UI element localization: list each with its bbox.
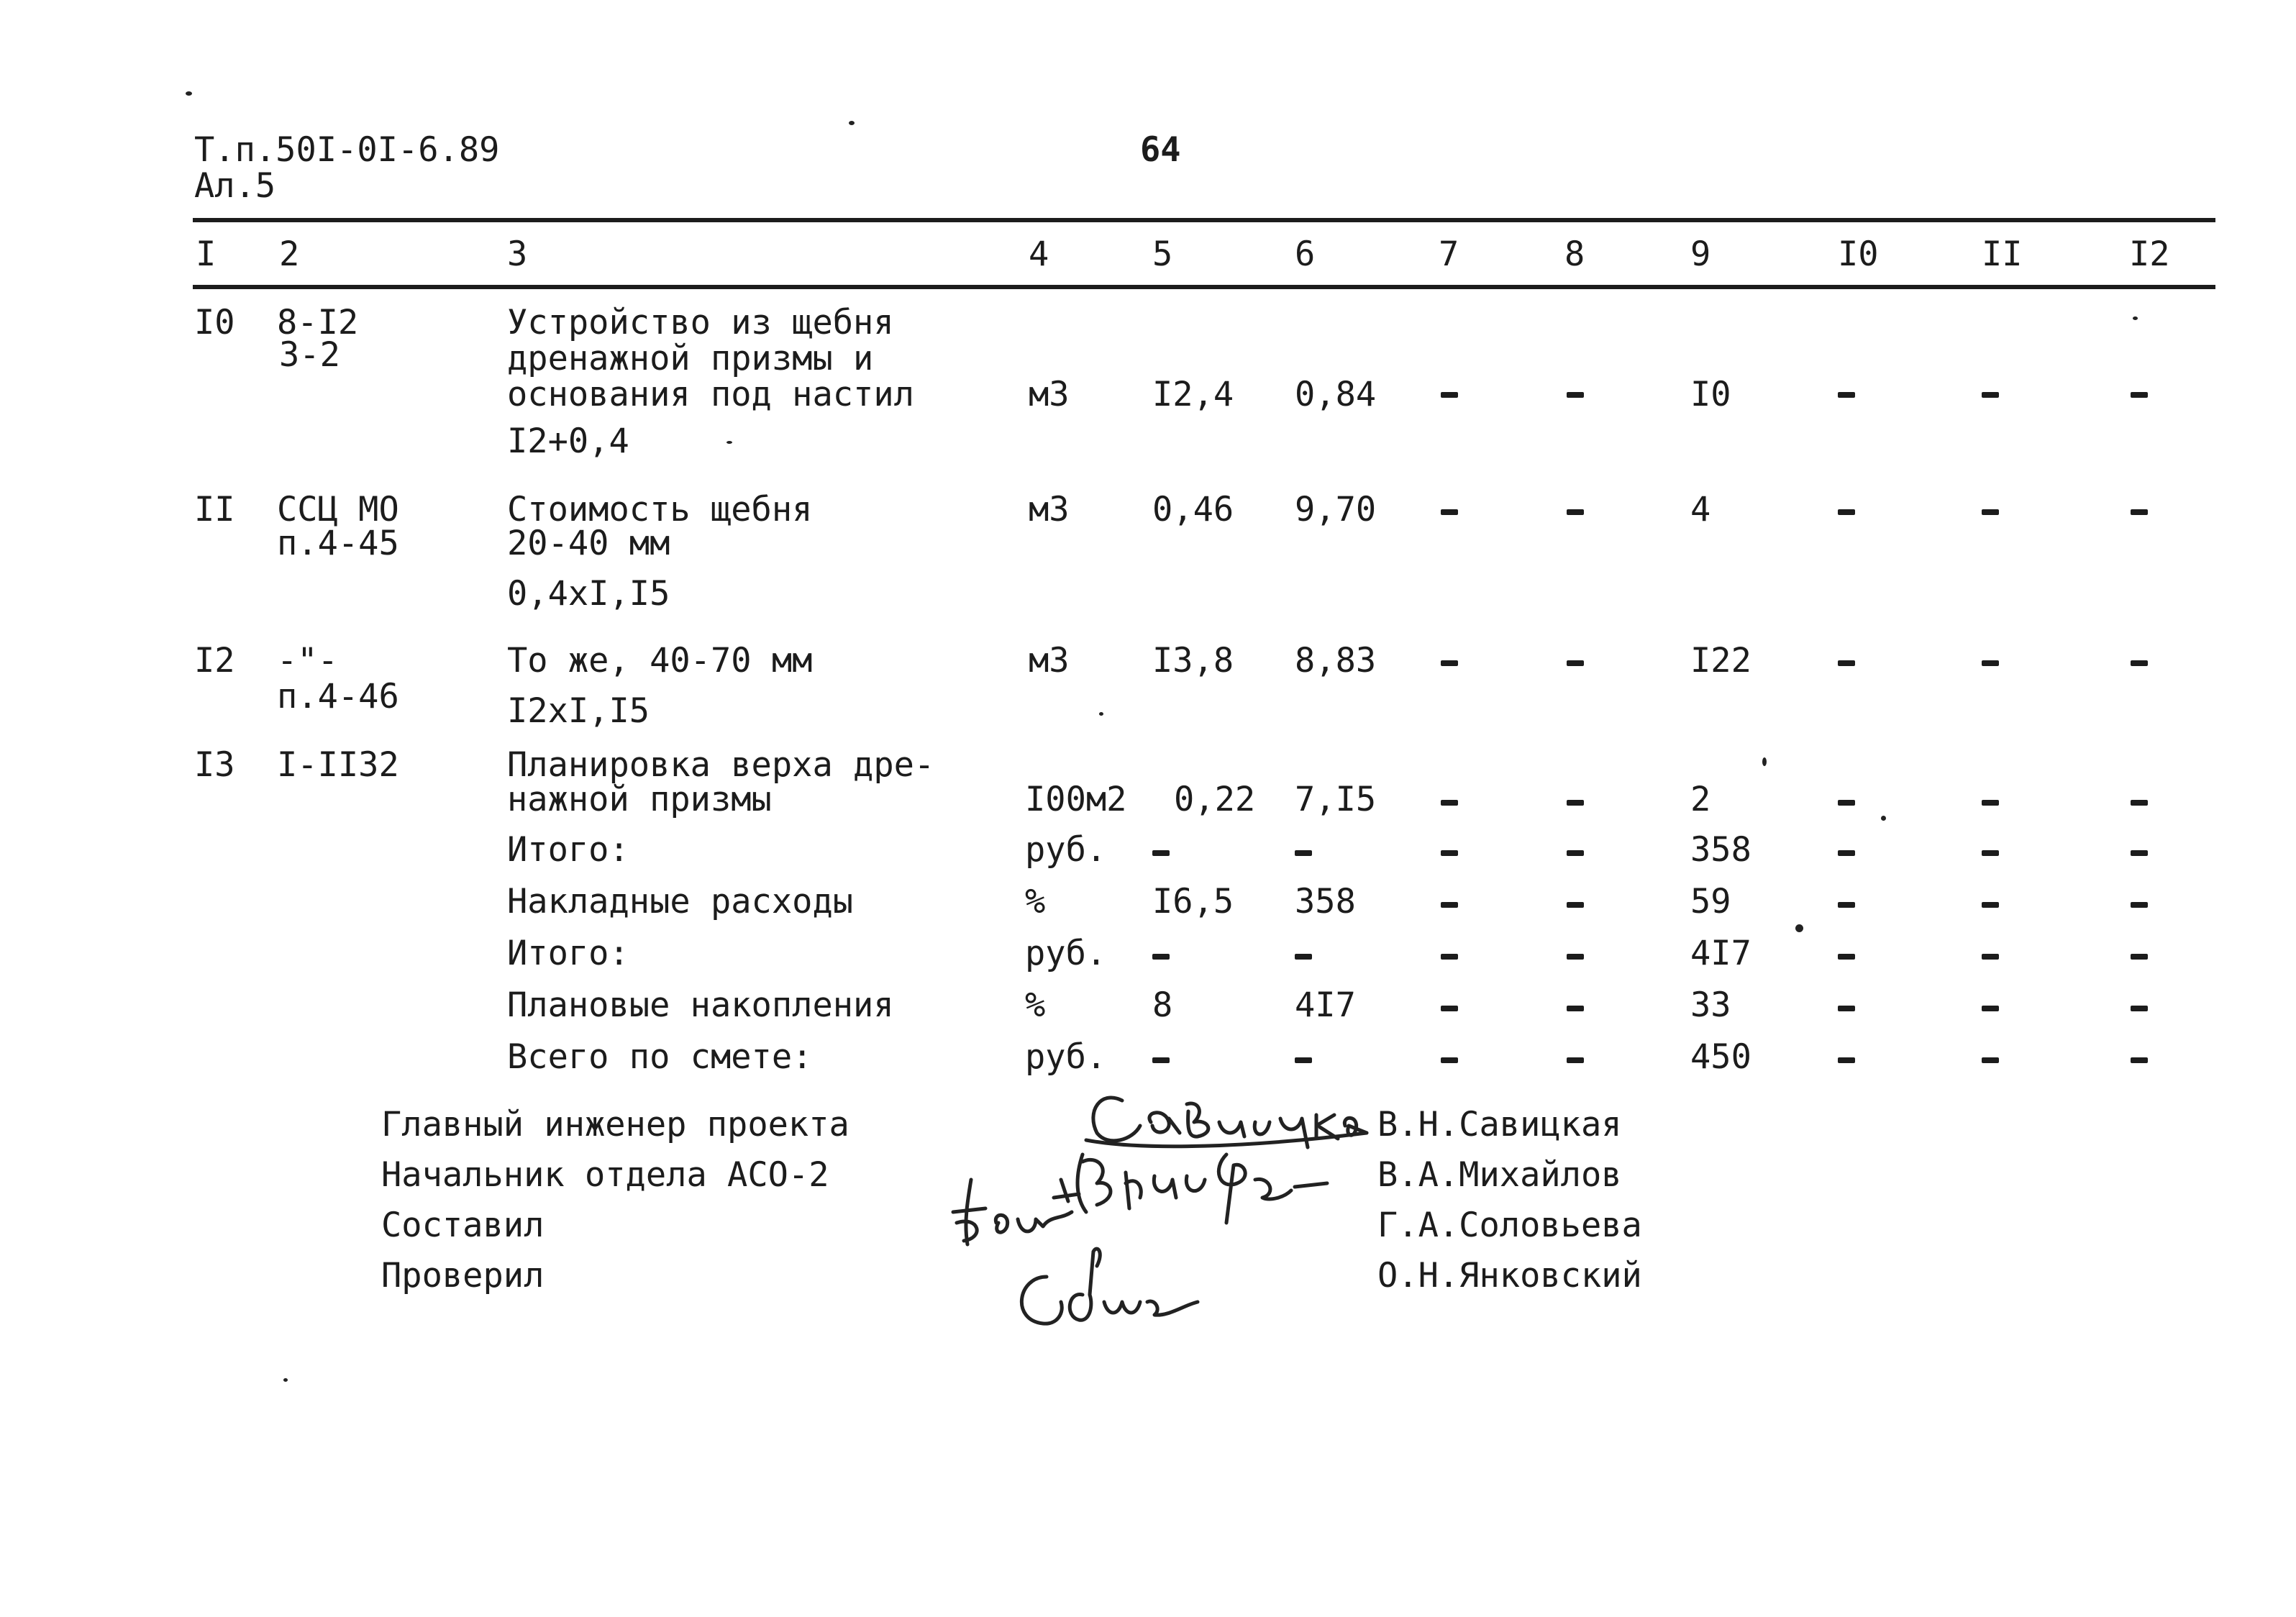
- signature-name: В.А.Михайлов: [1377, 1155, 1622, 1195]
- summary-col11-dash: [1982, 1006, 1999, 1011]
- row-code: 3-2: [279, 335, 340, 375]
- column-header: 7: [1439, 234, 1459, 274]
- summary-label: Всего по смете:: [507, 1037, 813, 1077]
- row-name: То же, 40-70 мм: [507, 641, 813, 680]
- row-col9: 4: [1690, 490, 1711, 529]
- row-col10-dash: [1838, 509, 1855, 515]
- signature-name: В.Н.Савицкая: [1377, 1105, 1622, 1144]
- row-name: Планировка верха дре-: [507, 745, 935, 785]
- row-col7-dash: [1441, 392, 1458, 398]
- row-col11-dash: [1982, 509, 1999, 515]
- summary-unit: руб.: [1025, 830, 1107, 870]
- summary-col9: 4I7: [1690, 934, 1751, 973]
- row-col10-dash: [1838, 660, 1855, 666]
- row-col9: I0: [1690, 375, 1731, 414]
- summary-col10-dash: [1838, 902, 1855, 908]
- scan-speck: [186, 91, 192, 96]
- row-col12-dash: [2131, 660, 2148, 666]
- summary-col10-dash: [1838, 1006, 1855, 1011]
- row-col5: 0,46: [1152, 490, 1234, 529]
- summary-col9: 450: [1690, 1037, 1751, 1077]
- row-col6: 0,84: [1295, 375, 1377, 414]
- row-code: п.4-45: [277, 524, 399, 563]
- summary-label: Итого:: [507, 934, 629, 973]
- row-formula: 0,4xI,I5: [507, 574, 670, 614]
- summary-col7-dash: [1441, 1006, 1458, 1011]
- row-unit: I00м2: [1025, 780, 1127, 819]
- summary-unit: руб.: [1025, 1037, 1107, 1077]
- summary-col5-dash: [1152, 954, 1170, 960]
- summary-col9: 33: [1690, 985, 1731, 1025]
- row-col11-dash: [1982, 660, 1999, 666]
- row-col9: 2: [1690, 780, 1711, 819]
- column-header: I2: [2129, 234, 2170, 274]
- column-header: I: [196, 234, 217, 274]
- row-col8-dash: [1567, 660, 1584, 666]
- row-unit: м3: [1029, 375, 1070, 414]
- summary-col11-dash: [1982, 1057, 1999, 1063]
- signature-role: Проверил: [381, 1256, 545, 1295]
- summary-col5-dash: [1152, 850, 1170, 856]
- row-col6: 7,I5: [1295, 780, 1377, 819]
- column-header: 2: [279, 234, 300, 274]
- signature-role: Начальник отдела АСО-2: [381, 1155, 829, 1195]
- row-col12-dash: [2131, 392, 2148, 398]
- summary-unit: %: [1025, 882, 1046, 921]
- scan-speck: [1881, 816, 1886, 821]
- row-col7-dash: [1441, 800, 1458, 806]
- page-number: 64: [1140, 130, 1181, 170]
- summary-col12-dash: [2131, 1057, 2148, 1063]
- row-name: дренажной призмы и: [507, 339, 874, 378]
- row-col12-dash: [2131, 509, 2148, 515]
- summary-col7-dash: [1441, 850, 1458, 856]
- doc-code: Т.п.50I-0I-6.89: [194, 130, 500, 170]
- row-col7-dash: [1441, 509, 1458, 515]
- summary-col11-dash: [1982, 850, 1999, 856]
- column-header: 8: [1564, 234, 1585, 274]
- column-header: I0: [1838, 234, 1879, 274]
- album-label: Ал.5: [194, 166, 276, 206]
- scan-speck: [1099, 712, 1103, 716]
- summary-col7-dash: [1441, 902, 1458, 908]
- row-formula: I2xI,I5: [507, 691, 650, 731]
- row-col11-dash: [1982, 392, 1999, 398]
- summary-col10-dash: [1838, 954, 1855, 960]
- summary-col6: 358: [1295, 882, 1356, 921]
- row-col5: I2,4: [1152, 375, 1234, 414]
- row-code: п.4-46: [277, 677, 399, 716]
- row-col12-dash: [2131, 800, 2148, 806]
- summary-col11-dash: [1982, 954, 1999, 960]
- row-unit: м3: [1029, 490, 1070, 529]
- summary-col12-dash: [2131, 902, 2148, 908]
- summary-col6-dash: [1295, 1057, 1312, 1063]
- row-code: 8-I2: [277, 303, 359, 342]
- summary-col8-dash: [1567, 954, 1584, 960]
- summary-label: Плановые накопления: [507, 985, 894, 1025]
- summary-col5: I6,5: [1152, 882, 1234, 921]
- summary-label: Накладные расходы: [507, 882, 854, 921]
- scan-speck: [1795, 924, 1803, 932]
- column-header: 9: [1690, 234, 1711, 274]
- signature-role: Составил: [381, 1206, 545, 1245]
- row-col7-dash: [1441, 660, 1458, 666]
- summary-col10-dash: [1838, 850, 1855, 856]
- summary-col7-dash: [1441, 1057, 1458, 1063]
- column-header: 4: [1029, 234, 1049, 274]
- row-number: II: [194, 490, 235, 529]
- summary-col6-dash: [1295, 850, 1312, 856]
- row-col6: 9,70: [1295, 490, 1377, 529]
- summary-unit: %: [1025, 985, 1046, 1025]
- handwritten-signature-yankovsky: [1003, 1237, 1205, 1338]
- summary-col5-dash: [1152, 1057, 1170, 1063]
- summary-label: Итого:: [507, 830, 629, 870]
- handwritten-signature-mikhailov: [1054, 1140, 1356, 1226]
- row-number: I2: [194, 641, 235, 680]
- row-name: нажной призмы: [507, 780, 772, 819]
- summary-col5: 8: [1152, 985, 1173, 1025]
- scan-speck: [2133, 316, 2138, 320]
- table-header-rule: [193, 285, 2215, 289]
- column-header: 5: [1152, 234, 1173, 274]
- row-col6: 8,83: [1295, 641, 1377, 680]
- column-header: 3: [507, 234, 528, 274]
- signature-role: Главный инженер проекта: [381, 1105, 849, 1144]
- row-col10-dash: [1838, 800, 1855, 806]
- summary-col10-dash: [1838, 1057, 1855, 1063]
- row-name: основания под настил: [507, 375, 914, 414]
- row-col5: I3,8: [1152, 641, 1234, 680]
- summary-col9: 59: [1690, 882, 1731, 921]
- row-number: I3: [194, 745, 235, 785]
- column-header: II: [1982, 234, 2023, 274]
- summary-col8-dash: [1567, 850, 1584, 856]
- summary-col8-dash: [1567, 1057, 1584, 1063]
- row-formula: I2+0,4: [507, 422, 629, 461]
- summary-col8-dash: [1567, 902, 1584, 908]
- summary-col9: 358: [1690, 830, 1751, 870]
- row-name: Устройство из щебня: [507, 303, 894, 342]
- scan-speck: [283, 1378, 288, 1382]
- summary-unit: руб.: [1025, 934, 1107, 973]
- summary-col8-dash: [1567, 1006, 1584, 1011]
- column-header: 6: [1295, 234, 1316, 274]
- row-col8-dash: [1567, 509, 1584, 515]
- row-unit: м3: [1029, 641, 1070, 680]
- row-code: -"-: [277, 641, 338, 680]
- summary-col7-dash: [1441, 954, 1458, 960]
- row-col8-dash: [1567, 800, 1584, 806]
- row-col5: 0,22: [1174, 780, 1256, 819]
- row-code: I-II32: [277, 745, 399, 785]
- row-col8-dash: [1567, 392, 1584, 398]
- signature-name: О.Н.Янковский: [1377, 1256, 1642, 1295]
- table-top-rule: [193, 218, 2215, 222]
- summary-col6-dash: [1295, 954, 1312, 960]
- row-col11-dash: [1982, 800, 1999, 806]
- scan-speck: [726, 441, 732, 444]
- signature-name: Г.А.Соловьева: [1377, 1206, 1642, 1245]
- scan-speck: [1762, 757, 1767, 766]
- summary-col12-dash: [2131, 954, 2148, 960]
- scan-speck: [849, 121, 855, 125]
- row-col10-dash: [1838, 392, 1855, 398]
- summary-col6: 4I7: [1295, 985, 1356, 1025]
- row-col9: I22: [1690, 641, 1751, 680]
- row-number: I0: [194, 303, 235, 342]
- summary-col11-dash: [1982, 902, 1999, 908]
- summary-col12-dash: [2131, 1006, 2148, 1011]
- row-code: ССЦ МО: [277, 490, 399, 529]
- summary-col12-dash: [2131, 850, 2148, 856]
- row-name: 20-40 мм: [507, 524, 670, 563]
- row-name: Стоимость щебня: [507, 490, 813, 529]
